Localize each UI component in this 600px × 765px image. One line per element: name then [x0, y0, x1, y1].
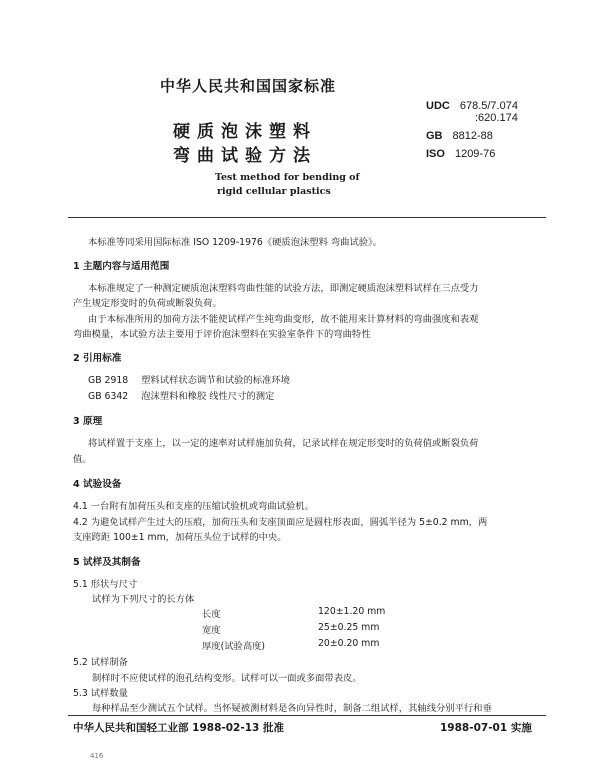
section3-line2: 值。: [73, 454, 92, 465]
section1-para1-line1: 本标准规定了一种测定硬质泡沫塑料弯曲性能的试验方法，即测定硬质泡沫塑料试样在三点受力: [88, 283, 479, 294]
section5-3-heading: 5.3 试样数量: [73, 688, 128, 699]
reference-title: 泡沫塑料和橡胶 线性尺寸的测定: [141, 391, 275, 402]
section1-para1-line2: 产生规定形变时的负荷或断裂负荷。: [73, 298, 222, 309]
udc-code: [426, 100, 518, 112]
section5-2-heading: 5.2 试样制备: [73, 657, 128, 668]
dimension-label-width: 宽度: [202, 625, 221, 636]
section2-heading: 2 引用标准: [73, 353, 122, 364]
gb-label: GB: [426, 130, 443, 142]
udc-label: UDC: [426, 100, 450, 112]
implementation-date: 1988-07-01 实施: [440, 722, 532, 734]
standard-title-line1: 硬质泡沫塑料: [173, 122, 317, 142]
dimension-value-length: 120±1.20 mm: [318, 606, 386, 617]
gb-value: 8812-88: [452, 130, 493, 142]
iso-value: 1209-76: [454, 148, 496, 160]
udc-value2: :620.174: [475, 112, 518, 124]
page-number: 416: [90, 752, 104, 760]
section1-para2-line1: 由于本标准所用的加荷方法不能使试样产生纯弯曲变形，故不能用来计算材料的弯曲强度和表观: [88, 314, 479, 325]
header-divider: [68, 217, 546, 218]
section5-2-desc: 制样时不应使试样的泡孔结构变形。试样可以一面或多面带表皮。: [92, 673, 362, 684]
dimension-label-length: 长度: [202, 609, 221, 620]
approval-date: 中华人民共和国轻工业部 1988-02-13 批准: [73, 722, 284, 734]
section4-item2-line2: 支座跨距 100±1 mm，加荷压头位于试样的中央。: [73, 532, 287, 543]
english-title-line1: Test method for bending of: [215, 172, 360, 183]
section4-item2-line1: 4.2 为避免试样产生过大的压痕，加荷压头和支座顶面应是圆柱形表面，圆弧半径为 5±0.2 mm，两: [73, 517, 488, 528]
iso-code: [426, 148, 495, 160]
section3-line1: 将试样置于支座上，以一定的速率对试样施加负荷，记录试样在规定形变时的负荷值或断裂负荷: [88, 438, 479, 449]
section1-para2-line2: 弯曲模量，本试验方法主要用于评价泡沫塑料在实验室条件下的弯曲特性: [73, 329, 371, 340]
reference-gb2918: [88, 372, 290, 386]
reference-code: GB 2918: [88, 375, 129, 386]
section5-1-desc: 试样为下列尺寸的长方体: [92, 594, 195, 605]
dimension-label-thickness: 厚度(试验高度): [202, 641, 266, 652]
dimension-value-thickness: 20±0.20 mm: [318, 638, 380, 649]
national-standard-title: 中华人民共和国国家标准: [160, 77, 337, 95]
section1-heading: 1 主题内容与适用范围: [73, 261, 170, 272]
reference-code: GB 6342: [88, 391, 129, 402]
standard-title-line2: 弯曲试验方法: [173, 146, 317, 166]
reference-gb6342: [88, 388, 274, 402]
dimension-value-width: 25±0.25 mm: [318, 622, 380, 633]
footer-divider: [68, 715, 546, 716]
iso-label: ISO: [426, 148, 445, 160]
reference-title: 塑料试样状态调节和试验的标准环境: [141, 375, 290, 386]
section5-3-desc: 每种样品至少测试五个试样。当怀疑被测材料是各向异性时，制备二组试样，其轴线分别平行和垂: [92, 703, 492, 714]
udc-value1: 678.5/7.074: [459, 100, 518, 112]
english-title-line2: rigid cellular plastics: [217, 186, 331, 197]
section3-heading: 3 原理: [73, 416, 103, 427]
section4-item1: 4.1 一台附有加荷压头和支座的压缩试验机或弯曲试验机。: [73, 501, 314, 512]
section4-heading: 4 试验设备: [73, 479, 122, 490]
section5-heading: 5 试样及其制备: [73, 557, 141, 568]
gb-code: [426, 130, 493, 142]
intro-text: 本标准等同采用国际标准 ISO 1209-1976《硬质泡沫塑料 弯曲试验》。: [88, 237, 382, 248]
section5-1-heading: 5.1 形状与尺寸: [73, 579, 138, 590]
